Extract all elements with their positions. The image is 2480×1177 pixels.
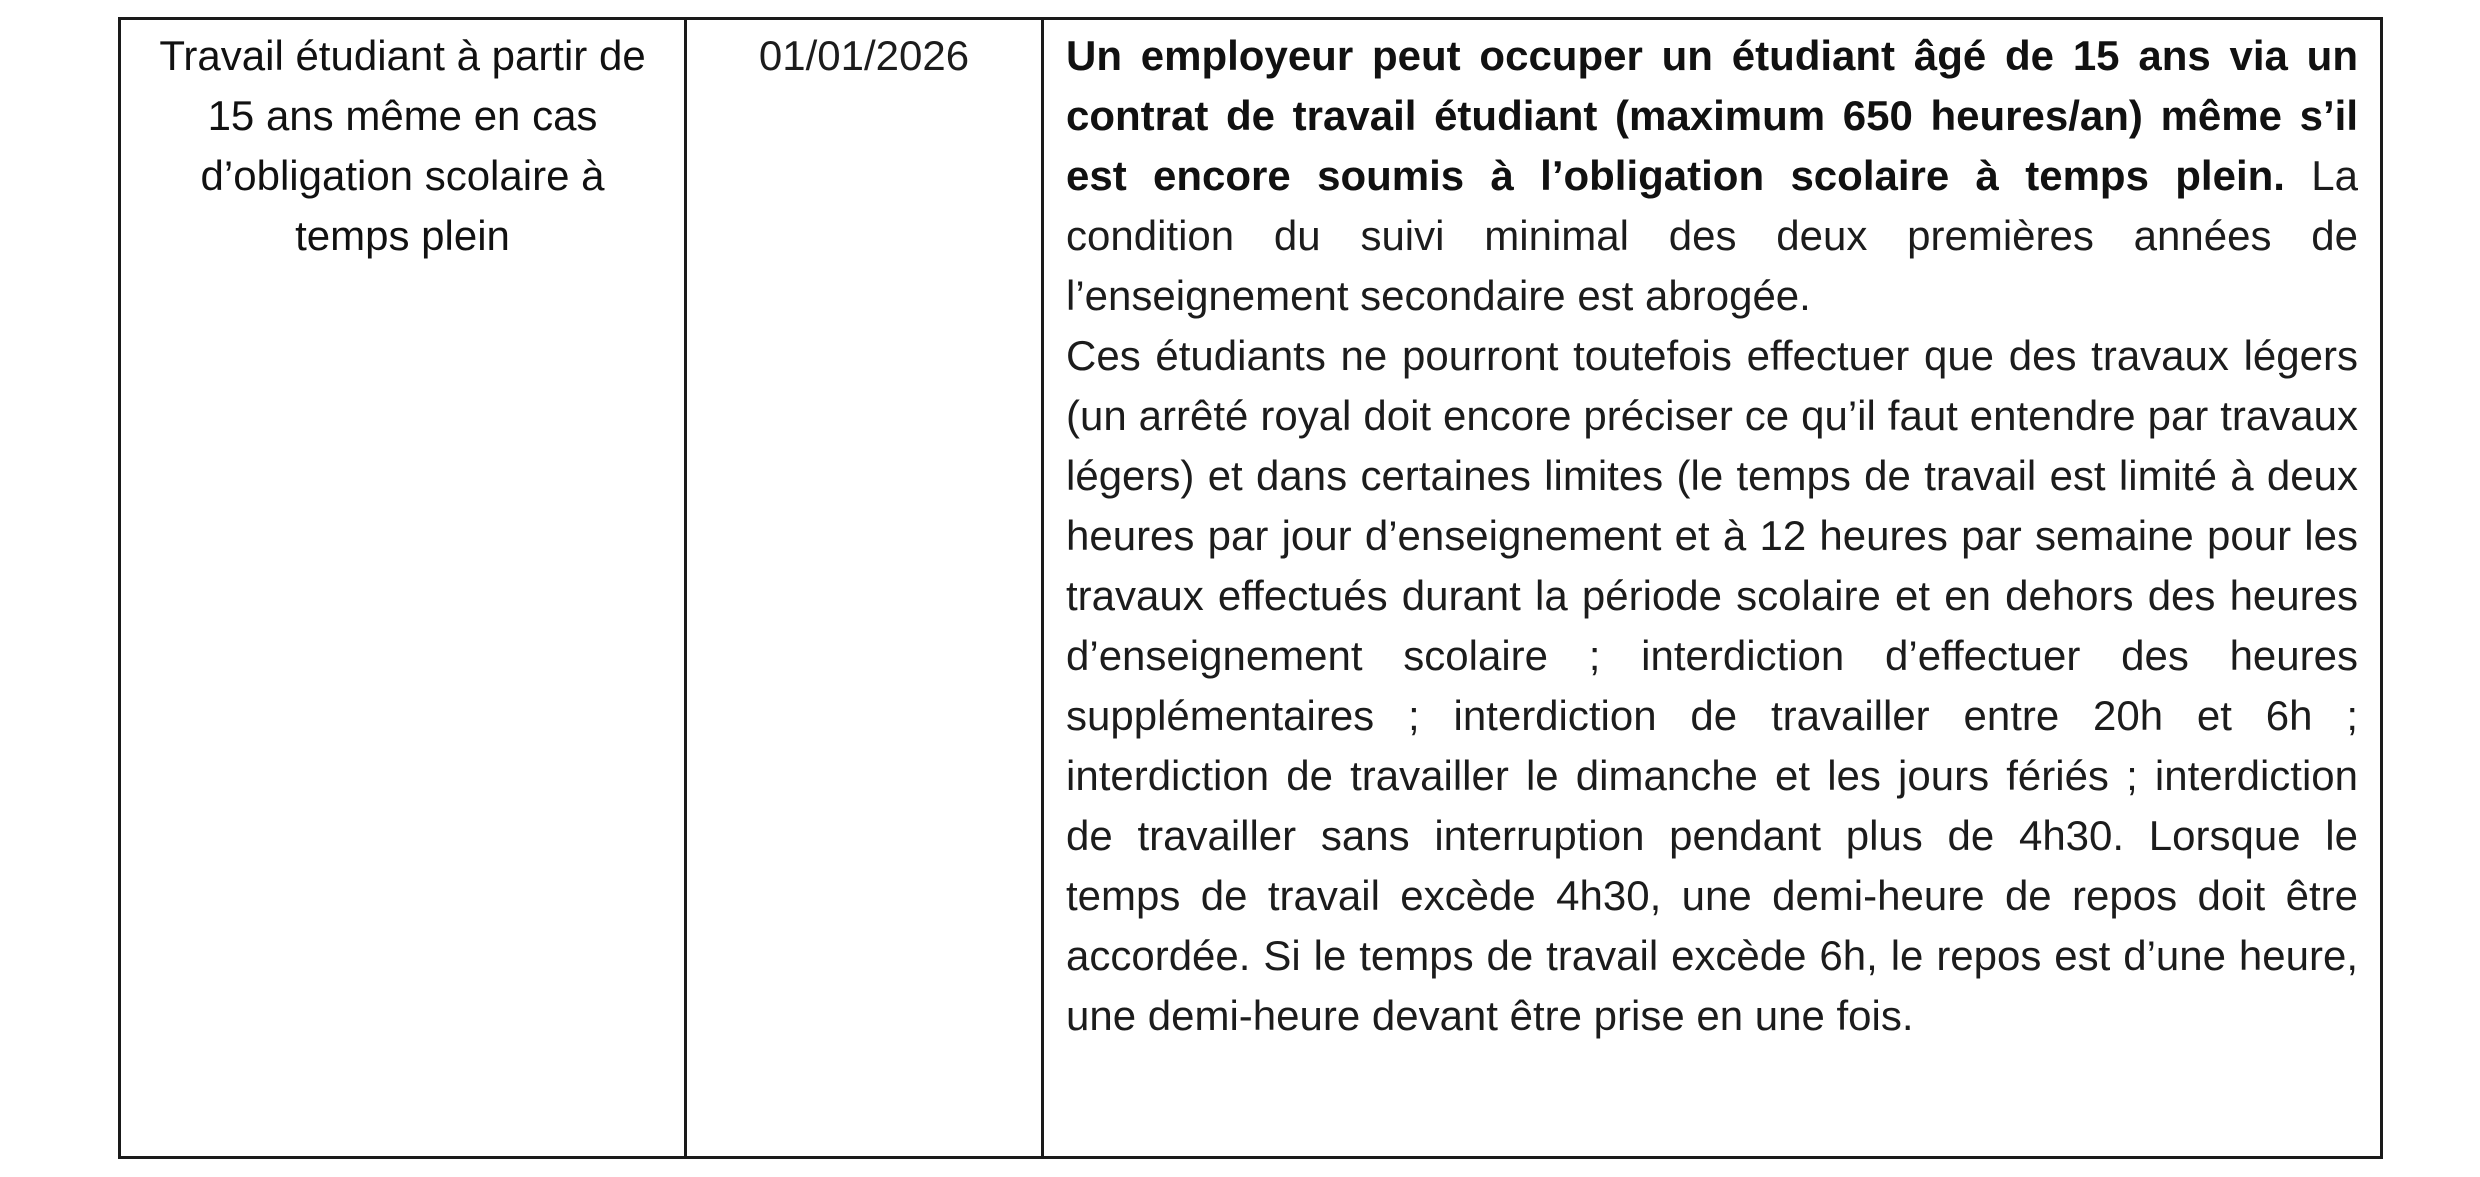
date-cell [686, 19, 1043, 1158]
description-cell [1043, 19, 2382, 1158]
description-rest: La condition du suivi minimal des deux premières années de l’enseignement secondaire est abrogée. [1066, 152, 2358, 319]
description-lead: Un employeur peut occuper un étudiant âgé de 15 ans via un contrat de travail étudiant (maximum 650 heures/an) même s’il est encore soumis à l’obligation scolaire à temps plein. [1066, 32, 2358, 199]
description [1044, 20, 2380, 1046]
effective-date: 01/01/2026 [758, 32, 970, 79]
description-paragraph-2: Ces étudiants ne pourront toutefois effectuer que des travaux légers (un arrêté royal doit encore préciser ce qu’il faut entendre par travaux légers) et dans certaines limites (le temps de travail est limité à deux heures par jour d’enseignement et à 12 heures par semaine pour les travaux effectués durant la période scolaire et en dehors des heures d’enseignement scolaire ; interdiction d’effectuer des heures supplémentaires ; interdiction de travailler entre 20h et 6h ; interdiction de travailler le dimanche et les jours fériés ; interdiction de travailler sans interruption pendant plus de 4h30. Lorsque le temps de travail excède 4h30, une demi-heure de repos doit être accordée. Si le temps de travail excède 6h, le repos est d’une heure, une demi-heure devant être prise en une fois. [1066, 332, 2358, 1039]
topic-cell [120, 19, 686, 1158]
table-row [120, 19, 2382, 1158]
description-paragraph-1 [1066, 26, 2358, 326]
topic-text: Travail étudiant à partir de 15 ans même en cas d’obligation scolaire à temps plein [159, 32, 646, 259]
regulation-table [118, 17, 2383, 1159]
